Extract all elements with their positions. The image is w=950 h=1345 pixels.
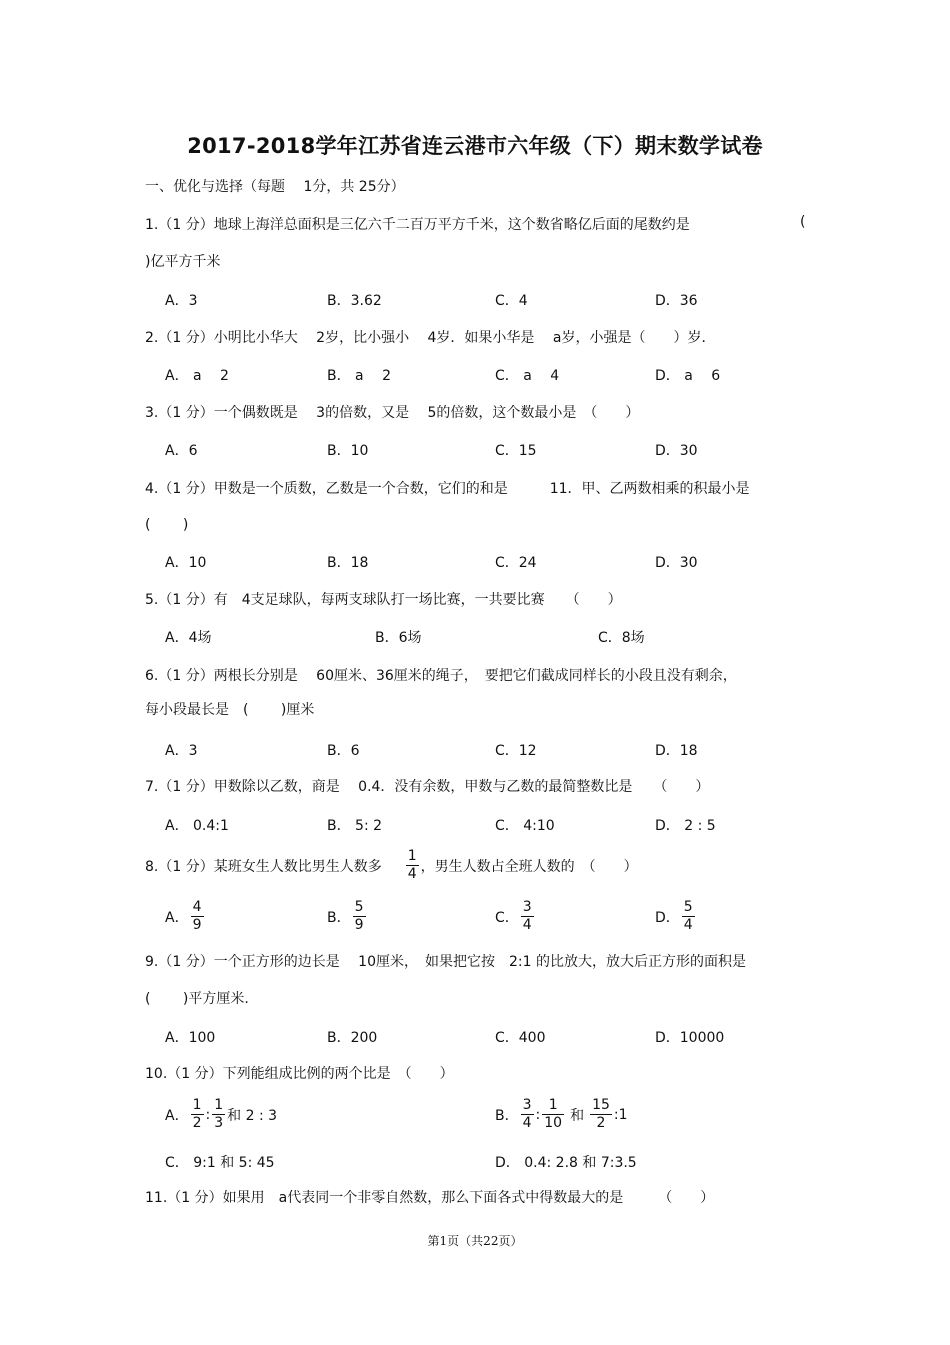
- question-2-text: 2.（1 分）小明比小华大 2岁，比小强小 4岁．如果小华是 a岁，小强是（ ）岁．: [145, 330, 716, 346]
- option-label: B．: [495, 1107, 519, 1124]
- question-3-option-d[interactable]: D．30: [655, 443, 698, 459]
- option-fraction: [682, 899, 695, 934]
- fraction-denominator: 10: [544, 1115, 563, 1131]
- question-7-option-a[interactable]: A． 0.4:1: [165, 818, 229, 834]
- option-fraction: [191, 899, 204, 934]
- fraction-numerator: 3: [522, 899, 532, 915]
- fraction-denominator: 2: [192, 1115, 202, 1131]
- question-8-text-before: 8.（1 分）某班女生人数比男生人数多: [145, 858, 382, 875]
- question-4-text: 4.（1 分）甲数是一个质数，乙数是一个合数，它们的和是 11．甲、乙两数相乘的积最小是: [145, 481, 750, 497]
- page-title: 2017-2018学年江苏省连云港市六年级（下）期末数学试卷: [187, 134, 763, 158]
- option-tail: :1: [613, 1106, 628, 1123]
- fraction-denominator: 9: [354, 917, 364, 933]
- question-8-option-b[interactable]: [327, 899, 368, 934]
- question-3-option-a[interactable]: A．6: [165, 443, 198, 459]
- question-9-option-c[interactable]: C．400: [495, 1030, 546, 1046]
- option-label: B．: [327, 909, 351, 926]
- option-fraction: [353, 899, 366, 934]
- question-1-option-c[interactable]: C．4: [495, 293, 528, 309]
- question-1-paren: (: [800, 214, 806, 230]
- question-1-option-a[interactable]: A．3: [165, 293, 198, 309]
- option-fraction-2: [212, 1097, 225, 1132]
- question-3-option-c[interactable]: C．15: [495, 443, 537, 459]
- question-10-text: 10.（1 分）下列能组成比例的两个比是 （ ）: [145, 1066, 454, 1082]
- fraction-numerator: 1: [192, 1097, 202, 1113]
- question-6-option-a[interactable]: A．3: [165, 743, 198, 759]
- fraction-numerator: 1: [407, 848, 417, 864]
- question-3-text: 3.（1 分）一个偶数既是 3的倍数，又是 5的倍数，这个数最小是 （ ）: [145, 405, 640, 421]
- option-fraction: [521, 899, 534, 934]
- question-8-fraction: [406, 848, 419, 883]
- question-6-text: 6.（1 分）两根长分别是 60厘米、36厘米的绳子， 要把它们截成同样长的小段且没有剩余，: [145, 668, 737, 684]
- question-9-option-a[interactable]: A．100: [165, 1030, 216, 1046]
- question-5-option-c[interactable]: C．8场: [598, 630, 645, 646]
- ratio-colon: :: [205, 1106, 211, 1123]
- question-4-option-c[interactable]: C．24: [495, 555, 537, 571]
- section-heading: 一、优化与选择（每题 1分，共 25分）: [145, 179, 405, 195]
- question-8-option-c[interactable]: [495, 899, 536, 934]
- question-1-text-cont: )亿平方千米: [145, 254, 221, 270]
- option-tail: 和 2 : 3: [227, 1107, 278, 1124]
- question-8-option-a[interactable]: [165, 899, 206, 934]
- question-2-option-c[interactable]: C． a 4: [495, 368, 560, 384]
- question-8-option-d[interactable]: [655, 899, 697, 934]
- question-4-option-d[interactable]: D．30: [655, 555, 698, 571]
- question-6-text-cont: 每小段最长是 ( )厘米: [145, 702, 315, 718]
- fraction-numerator: 15: [592, 1097, 610, 1113]
- fraction-numerator: 4: [192, 899, 202, 915]
- question-1-option-d[interactable]: D．36: [655, 293, 698, 309]
- option-fraction-3: [590, 1097, 612, 1132]
- ratio-colon: :: [535, 1106, 541, 1123]
- question-7-option-d[interactable]: D． 2 : 5: [655, 818, 716, 834]
- question-2-option-a[interactable]: A． a 2: [165, 368, 229, 384]
- question-2-option-b[interactable]: B． a 2: [327, 368, 391, 384]
- question-4-option-b[interactable]: B．18: [327, 555, 369, 571]
- question-11-text: 11.（1 分）如果用 a代表同一个非零自然数，那么下面各式中得数最大的是 （ ）: [145, 1190, 715, 1206]
- question-9-option-d[interactable]: D．10000: [655, 1030, 725, 1046]
- question-8-text-after: ，男生人数占全班人数的 （ ）: [420, 858, 638, 875]
- question-7-option-c[interactable]: C． 4:10: [495, 818, 555, 834]
- fraction-denominator: 2: [596, 1115, 606, 1131]
- question-6-option-c[interactable]: C．12: [495, 743, 537, 759]
- question-8-text: [145, 848, 638, 883]
- fraction-numerator: 5: [683, 899, 693, 915]
- question-4-option-a[interactable]: A．10: [165, 555, 207, 571]
- question-7-text: 7.（1 分）甲数除以乙数，商是 0.4．没有余数，甲数与乙数的最简整数比是 （ ）: [145, 779, 710, 795]
- option-label: A．: [165, 909, 189, 926]
- question-2-option-d[interactable]: D． a 6: [655, 368, 721, 384]
- question-1-text: 1.（1 分）地球上海洋总面积是三亿六千二百万平方千米，这个数省略亿后面的尾数约是: [145, 217, 690, 233]
- fraction-numerator: 3: [522, 1097, 532, 1113]
- question-5-option-a[interactable]: A．4场: [165, 630, 212, 646]
- question-4-text-cont: ( ): [145, 517, 189, 533]
- fraction-numerator: 1: [548, 1097, 558, 1113]
- fraction-denominator: 4: [522, 1115, 532, 1131]
- question-9-text: 9.（1 分）一个正方形的边长是 10厘米， 如果把它按 2:1 的比放大，放大后正方形的面积是: [145, 954, 746, 970]
- fraction-denominator: 3: [214, 1115, 224, 1131]
- question-10-option-c[interactable]: C． 9:1 和 5: 45: [165, 1155, 275, 1171]
- question-3-option-b[interactable]: B．10: [327, 443, 369, 459]
- option-conjunction: 和: [570, 1107, 585, 1124]
- question-10-option-a[interactable]: [165, 1097, 277, 1132]
- question-6-option-b[interactable]: B．6: [327, 743, 360, 759]
- page-footer: 第1页（共22页）: [427, 1234, 523, 1248]
- question-9-option-b[interactable]: B．200: [327, 1030, 378, 1046]
- option-fraction-1: [191, 1097, 204, 1132]
- fraction-denominator: 4: [683, 917, 693, 933]
- option-label: A．: [165, 1107, 189, 1124]
- fraction-denominator: 4: [522, 917, 532, 933]
- question-10-option-b[interactable]: [495, 1097, 628, 1132]
- question-9-text-cont: ( )平方厘米.: [145, 991, 249, 1007]
- fraction-numerator: 5: [354, 899, 364, 915]
- fraction-denominator: 9: [192, 917, 202, 933]
- fraction-numerator: 1: [214, 1097, 224, 1113]
- option-fraction-1: [521, 1097, 534, 1132]
- option-fraction-2: [542, 1097, 564, 1132]
- option-label: D．: [655, 909, 680, 926]
- question-7-option-b[interactable]: B． 5: 2: [327, 818, 383, 834]
- fraction-denominator: 4: [407, 866, 417, 882]
- option-label: C．: [495, 909, 519, 926]
- question-1-option-b[interactable]: B．3.62: [327, 293, 382, 309]
- question-5-option-b[interactable]: B．6场: [375, 630, 422, 646]
- question-6-option-d[interactable]: D．18: [655, 743, 698, 759]
- question-5-text: 5.（1 分）有 4支足球队，每两支球队打一场比赛，一共要比赛 （ ）: [145, 592, 622, 608]
- question-10-option-d[interactable]: D． 0.4: 2.8 和 7:3.5: [495, 1155, 637, 1171]
